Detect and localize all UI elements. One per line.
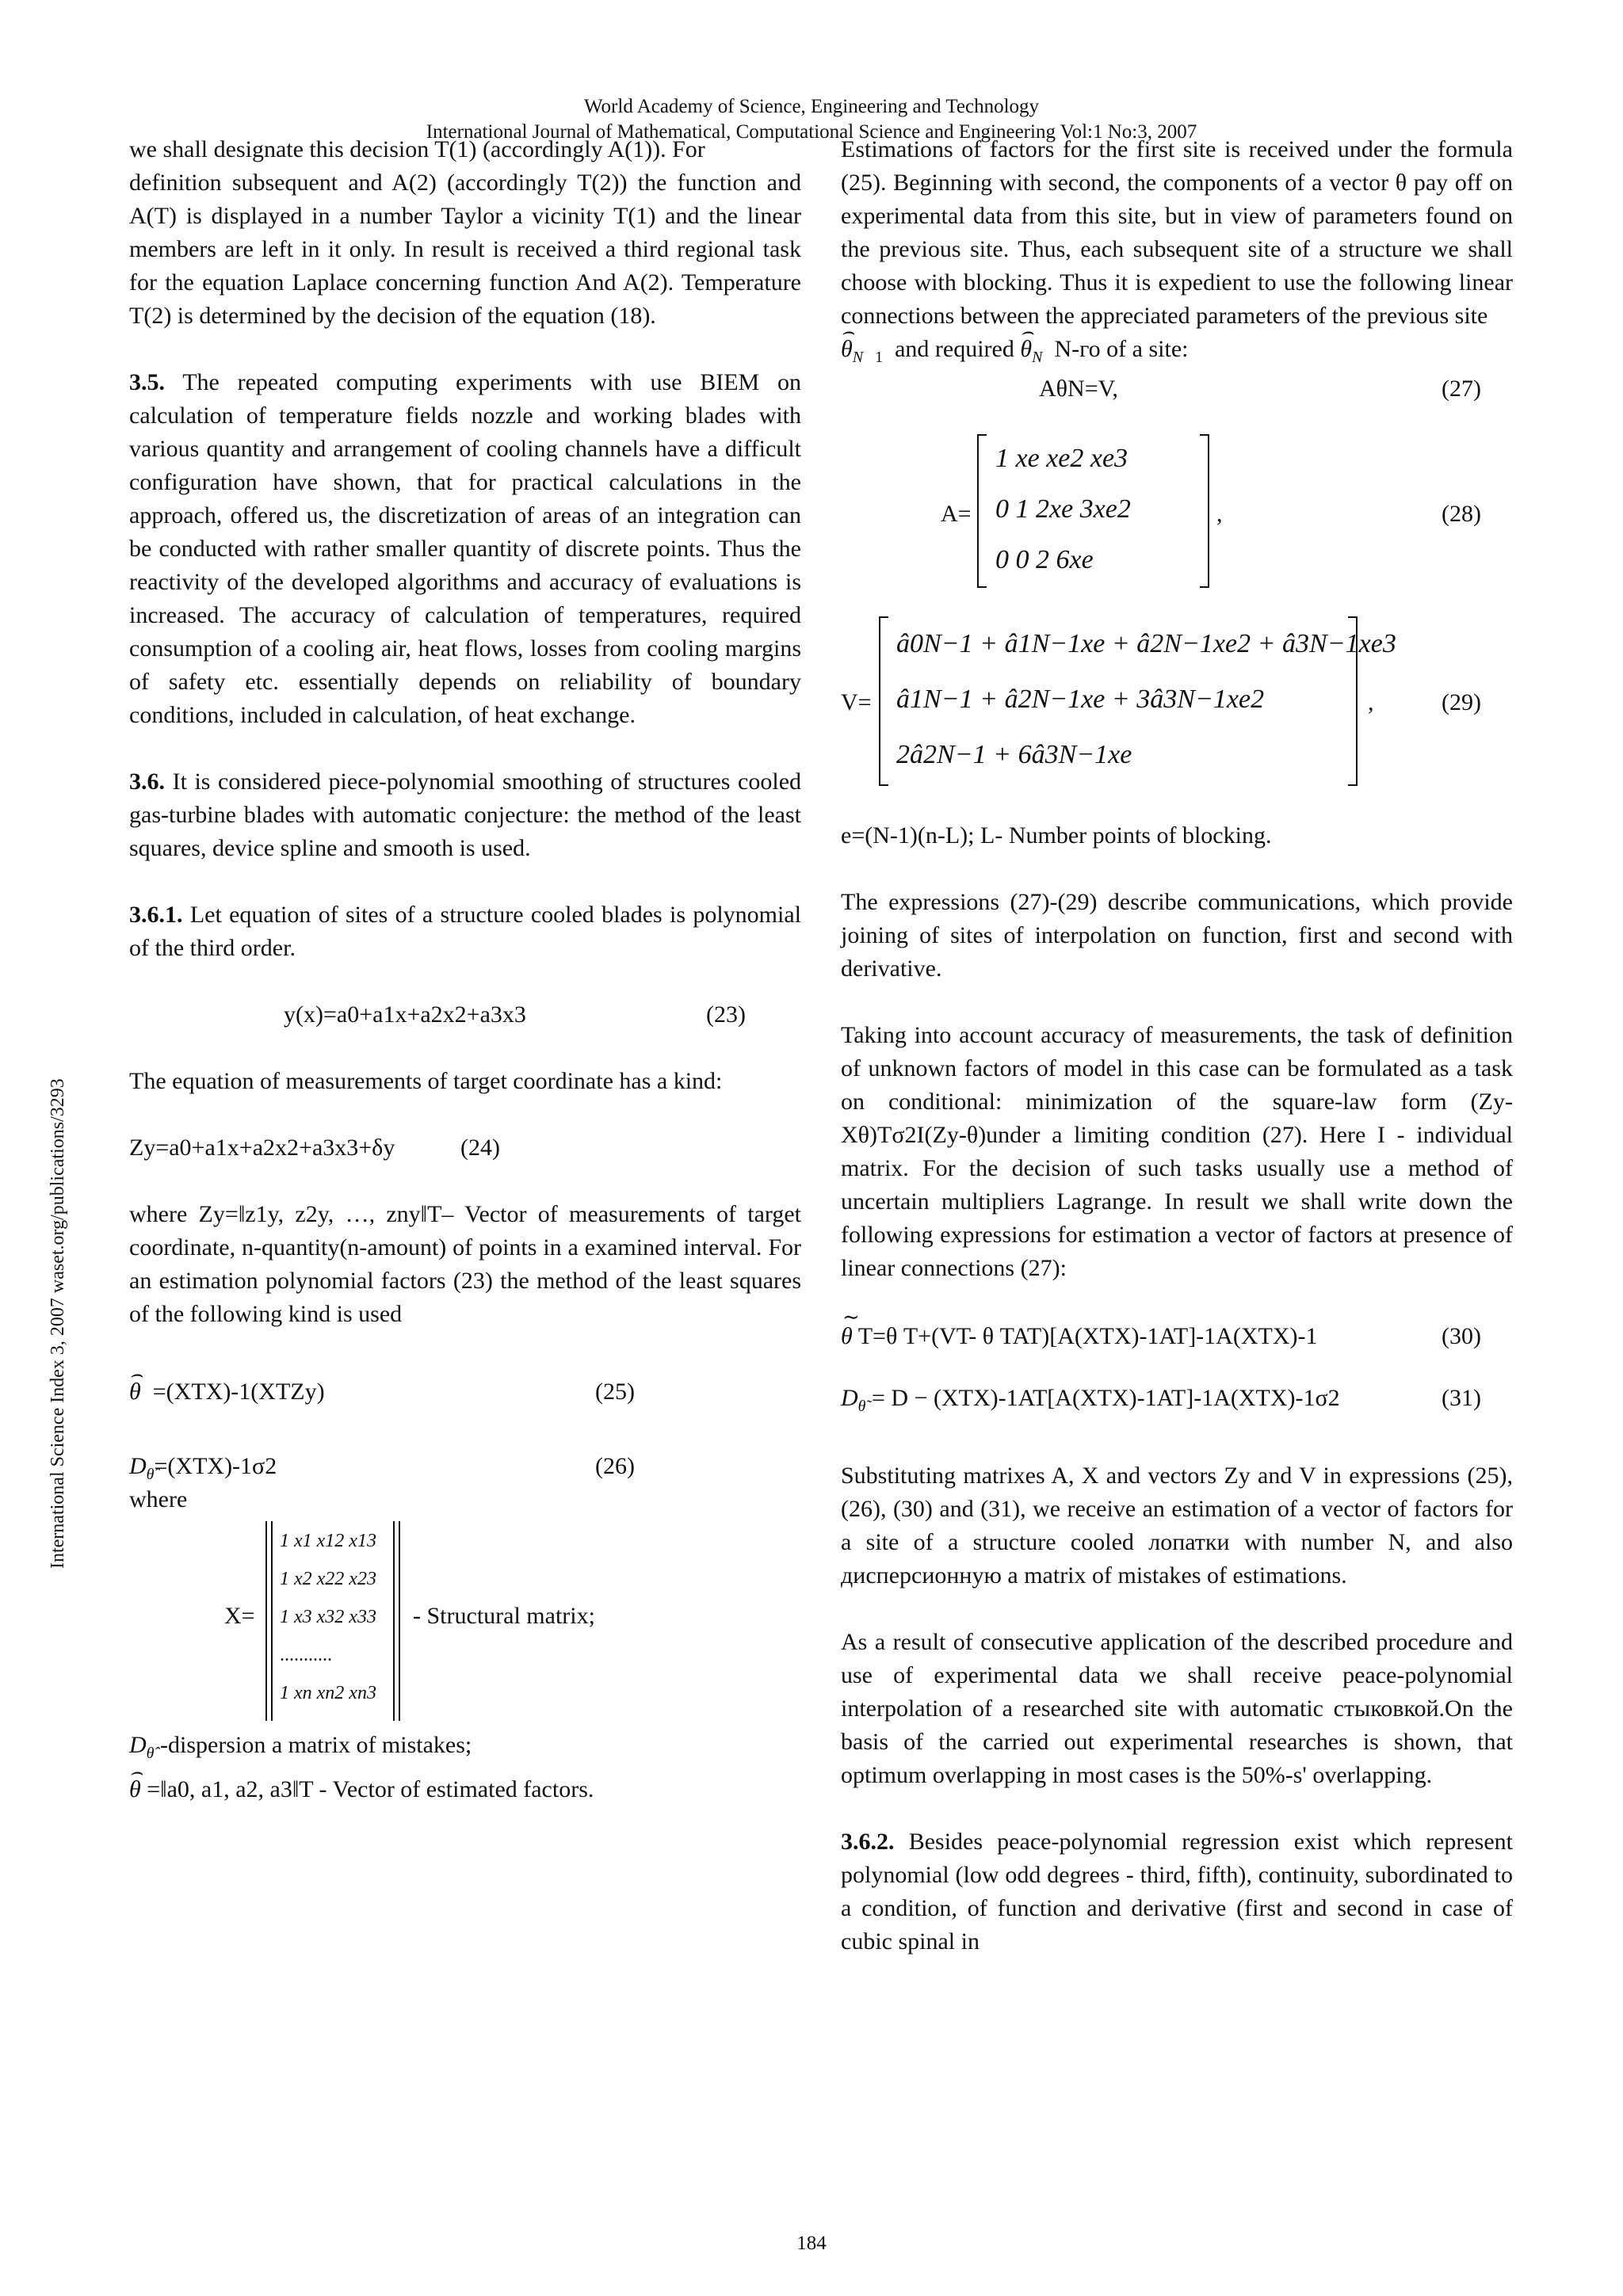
theta-hat-symbol: ⌢ θ [129, 1375, 141, 1409]
equation-26 [129, 1450, 801, 1483]
section-3-6-2 [841, 1825, 1513, 1958]
theta-vector-description: =‖a0, a1, a2, a3‖T - Vector of estimated factors. [147, 1776, 594, 1802]
equation-25 [129, 1375, 801, 1409]
a-matrix-row-3: 0 0 2 6xe [995, 545, 1094, 574]
equation-30-number: (30) [1442, 1323, 1481, 1349]
equation-24 [129, 1131, 801, 1165]
left-paragraph-1: definition subsequent and A(2) (accordingly T(2)) the function and A(T) is displayed in a number Taylor a vicinity T(1) and the linear members are left in it only. In result is received a third regional task for the equation Laplace concerning function And A(2). Temperature T(2) is determined by the decision of the equation (18). [129, 170, 801, 329]
theta-n-symbol: ⌢ θ [1020, 333, 1032, 366]
equation-26-number: (26) [595, 1453, 635, 1479]
x-matrix [129, 1516, 801, 1729]
right-paragraph-1: Estimations of factors for the first site is received under the formula (25). Beginning with second, the components of a vector θ pay off on experimental data from this site, but in view of parameters found on the previous site. Thus, each subsequent site of a structure we shall choose with blocking. Thus it is expedient to use the following linear connections between the appreciated parameters of the previous site [841, 136, 1513, 329]
v-vector-row-2: â1N−1 + â2N−1xe + 3â3N−1xe2 [896, 685, 1265, 714]
equation-24-body: Zy=a0+a1x+a2x2+a3x3+δy [129, 1135, 395, 1161]
x-matrix-row-2: 1 x2 x22 x23 [280, 1569, 376, 1589]
a-matrix-row-1: 1 xe xe2 xe3 [995, 444, 1128, 473]
equation-27-number: (27) [1442, 376, 1481, 402]
section-3-6-1 [129, 898, 801, 965]
equation-23-number: (23) [706, 1001, 746, 1028]
d-theta-symbol: $D_{\thetâ}$ [129, 1453, 155, 1483]
x-matrix-row-n: 1 xn xn2 xn3 [280, 1683, 376, 1703]
right-paragraph-3: Taking into account accuracy of measurements, the task of definition of unknown factors of model in this case can be formulated as a task on conditional: minimization of the square-law form (Zy-Xθ)Tσ2I(Zy-θ)under a limiting condition (27). Here I - individual matrix. For the decision of such tasks usually use a method of uncertain multipliers Lagrange. In result we shall write down the following expressions for estimation a vector of factors at presence of linear connections (27): [841, 1022, 1513, 1281]
section-3-6-1-text: Let equation of sites of a structure cooled blades is polynomial of the third order. [129, 902, 802, 961]
right-column [841, 133, 1513, 1958]
equation-29-number: (29) [1442, 689, 1481, 715]
equation-23 [129, 998, 801, 1032]
v-vector-row-1: â0N−1 + â1N−1xe + â2N−1xe2 + â3N−1xe3 [896, 629, 1396, 658]
section-3-6-1-number: 3.6.1. [129, 902, 183, 928]
equation-25-number: (25) [595, 1379, 635, 1405]
equation-27-body: AθN=V, [1039, 376, 1118, 402]
right-paragraph-5: As a result of consecutive application of the described procedure and use of experimental data we shall receive peace-polynomial interpolation of a researched site with automatic стыковкой.On the basis of the carried out experimental researches is shown, that optimum overlapping in most cases is the 50%-s' overlapping. [841, 1629, 1513, 1788]
e-definition: e=(N-1)(n-L); L- Number points of blocking. [841, 822, 1272, 849]
right-paragraph-2: The expressions (27)-(29) describe communications, which provide joining of sites of interpolation on function, first and second with derivative. [841, 889, 1513, 982]
theta-hat-symbol-2: ⌢ θ [129, 1773, 141, 1806]
x-matrix-row-1: 1 x1 x12 x13 [280, 1531, 376, 1551]
journal-header-line1: World Academy of Science, Engineering and Technology [583, 96, 1040, 117]
left-first-line: we shall designate this decision T(1) (accordingly A(1)). For [129, 136, 705, 162]
equation-24-number: (24) [460, 1135, 500, 1161]
right-paragraph-4: Substituting matrixes A, X and vectors Zy and V in expressions (25), (26), (30) and (31), we receive an estimation of a vector of factors for a site of a structure cooled лопатки with number N, and also дисперсионную a matrix of mistakes of estimations. [841, 1463, 1513, 1589]
theta-n-tail: and required [895, 336, 1014, 362]
section-3-6-2-text: Besides peace-polynomial regression exist which represent polynomial (low odd degrees - third, fifth), continuity, subordinated to a condition, of function and derivative (first and second in case of cubic spinal in [841, 1829, 1514, 1955]
equation-23-body: y(x)=a0+a1x+a2x2+a3x3 [284, 1001, 526, 1028]
theta-n-tail2: N-го of a site: [1054, 336, 1189, 362]
a-matrix-label: A= [941, 501, 972, 527]
equation-31-number: (31) [1442, 1385, 1481, 1411]
left-column [129, 133, 801, 1806]
equation-30-body: T=θ T+(VT- θ TAT)[A(XTX)-1AT]-1A(XTX)-1 [857, 1323, 1318, 1349]
x-matrix-row-dots: ........... [280, 1645, 332, 1665]
dispersion-line [129, 1729, 801, 1768]
a-matrix: A= 1 xe xe2 xe3 0 1 2xe 3xe2 0 0 2 6xe , (28) [841, 434, 1513, 593]
sidebar-citation [48, 1078, 71, 1592]
theta-n-line: ⌢ $\theta_N$ $_1$ and required ⌢ $\theta_N$ N-го of a site: [841, 333, 1513, 372]
section-3-6-number: 3.6. [129, 769, 165, 795]
d-theta-tilde-symbol: $D_{\thetã}$ [841, 1385, 866, 1415]
where-zy-paragraph: where Zy=‖z1y, z2y, …, zny‖T– Vector of measurements of target coordinate, n-quantity(n-amount) of points in a examined interval. For an estimation polynomial factors (23) the method of the least squares of the following kind is used [129, 1201, 801, 1327]
equation-28-number: (28) [1442, 501, 1481, 527]
section-3-6-2-number: 3.6.2. [841, 1829, 895, 1855]
theta-vector-line [129, 1773, 801, 1806]
x-matrix-description: - Structural matrix; [413, 1603, 595, 1629]
dispersion-description: -dispersion a matrix of mistakes; [160, 1732, 472, 1758]
section-3-6-text: It is considered piece-polynomial smoothing of structures cooled gas-turbine blades with automatic conjecture: the method of the least squares, device spline and smooth is used. [129, 769, 802, 861]
page-number: 184 [796, 2233, 827, 2254]
a-matrix-row-2: 0 1 2xe 3xe2 [995, 494, 1131, 524]
equation-27 [841, 372, 1513, 406]
v-vector-row-3: 2â2N−1 + 6â3N−1xe [896, 740, 1132, 769]
section-3-5-number: 3.5. [129, 369, 165, 395]
x-matrix-label: X= [224, 1603, 255, 1629]
x-matrix-row-3: 1 x3 x32 x33 [280, 1607, 376, 1627]
theta-tilde-symbol: ∼ θ [841, 1320, 853, 1353]
section-3-5 [129, 366, 801, 732]
sidebar-citation-text: International Science Index 3, 2007 waset.org/publications/3293 [48, 1078, 68, 1569]
v-vector-label: V= [841, 689, 872, 715]
v-vector: V= â0N−1 + â1N−1xe + â2N−1xe2 + â3N−1xe3 â1N−1 + â2N−1xe + 3â3N−1xe2 2â2N−1 + 6â3N−1xe , (29) [841, 616, 1513, 789]
measurement-paragraph: The equation of measurements of target coordinate has a kind: [129, 1068, 723, 1094]
journal-header-line2: International Journal of Mathematical, Computational Science and Engineering Vol:1 No:3, 2007 [426, 121, 1197, 143]
equation-30 [841, 1320, 1513, 1353]
d-theta-symbol-2: $D_{\thetâ}$ [129, 1732, 155, 1762]
equation-26-body: =(XTX)-1σ2 [154, 1453, 277, 1479]
where-label: where [129, 1486, 188, 1512]
theta-n-minus-1-symbol: ⌢ θ [841, 333, 853, 366]
equation-31-body: = D − (XTX)-1AT[A(XTX)-1AT]-1A(XTX)-1σ2 [872, 1385, 1340, 1411]
equation-25-body: =(XTX)-1(XTZy) [152, 1379, 325, 1405]
equation-31 [841, 1382, 1513, 1415]
section-3-5-text: The repeated computing experiments with use BIEM on calculation of temperature fields nozzle and working blades with various quantity and arrangement of cooling channels have a difficult configuration have shown, that for practical calculations in the approach, offered us, the discretization of areas of an integration can be conducted with rather smaller quantity of discrete points. Thus the reactivity of the developed algorithms and accuracy of evaluations is increased. The accuracy of calculation of temperatures, required consumption of a cooling air, heat flows, losses from cooling margins of safety etc. essentially depends on reliability of boundary conditions, included in calculation, of heat exchange. [129, 369, 801, 728]
section-3-6 [129, 765, 801, 865]
